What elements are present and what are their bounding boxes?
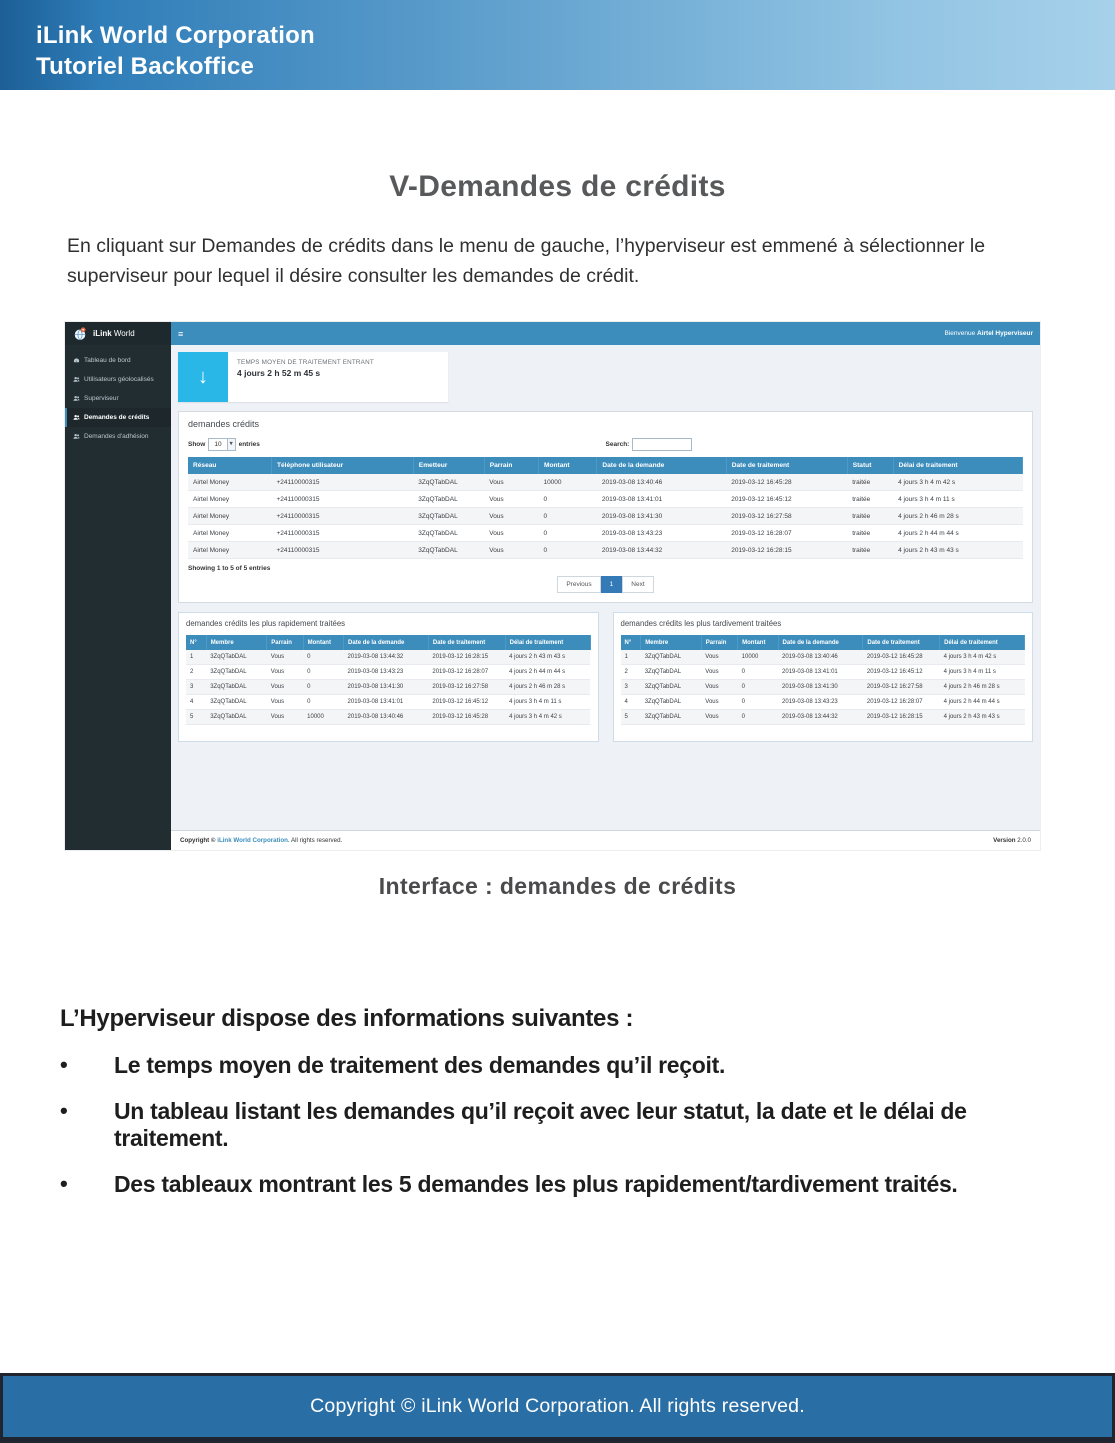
table-cell: 0 [738,695,778,710]
stat-box-temps-moyen [178,352,448,402]
table-cell: traitée [847,474,893,491]
table-cell: 1 [186,650,206,665]
table-cell: 3ZqQTabDAL [641,710,702,725]
table-header-row [186,635,590,650]
table-cell: traitée [847,508,893,525]
users-icon [73,414,80,421]
dashboard-icon [73,357,80,364]
banner-line2: Tutoriel Backoffice [36,53,255,80]
table-cell: 0 [303,680,343,695]
table-cell: 3ZqQTabDAL [641,650,702,665]
table-cell: 2019-03-12 16:28:07 [863,695,940,710]
sidebar-item-label: Utilisateurs géolocalisés [84,376,154,383]
table-cell: 2019-03-12 16:27:58 [726,508,847,525]
table-cell: 0 [303,695,343,710]
users-icon [73,433,80,440]
bullet-icon: • [60,1171,68,1196]
app-sidebar [65,345,171,850]
table-cell: Vous [701,650,737,665]
table-cell: Vous [267,665,303,680]
table-cell: 0 [303,665,343,680]
table-cell: Vous [267,650,303,665]
table-cell: 4 jours 3 h 4 m 11 s [505,695,590,710]
table-row [188,525,1023,542]
table-cell: 3 [621,680,641,695]
sidebar-item-label: Superviseur [84,395,119,402]
users-icon [73,395,80,402]
panel-demandes-credits [178,411,1033,603]
document-banner [0,0,1115,90]
app-copyright: Copyright © iLink World Corporation. All rights reserved. [180,837,343,844]
table-cell: Vous [484,474,538,491]
table-cell: +24110000315 [271,542,413,559]
panel-title: demandes crédits [188,419,260,429]
screenshot-caption: Interface : demandes de crédits [378,873,737,899]
table-cell: 4 jours 2 h 44 m 44 s [893,525,1022,542]
table-cell: 3ZqQTabDAL [413,508,484,525]
table-row [621,695,1025,710]
table-cell: Vous [267,680,303,695]
column-header[interactable]: Montant [538,457,596,474]
column-header[interactable]: Parrain [484,457,538,474]
column-header[interactable]: Montant [303,635,343,650]
table-cell: 2019-03-12 16:45:28 [428,710,505,725]
table-cell: 2019-03-12 16:28:07 [428,665,505,680]
show-entries-control: Show 10 ▾ entries [188,438,260,451]
table-cell: 1 [621,650,641,665]
search-input[interactable] [632,438,692,451]
column-header[interactable]: N° [621,635,641,650]
table-header-row [188,457,1023,474]
welcome-text: Bienvenue Airtel Hyperviseur [944,330,1033,337]
table-cell: 3ZqQTabDAL [206,710,267,725]
table-cell: 2019-03-08 13:41:01 [597,491,726,508]
list-item: • Un tableau listant les demandes qu’il reçoit avec leur statut, la date et le délai de traitement. [60,1098,967,1151]
table-cell: Airtel Money [188,491,271,508]
table-cell: Airtel Money [188,474,271,491]
table-cell: 4 jours 2 h 46 m 28 s [893,508,1022,525]
app-navbar [171,322,1040,345]
globe-pin-icon [73,327,87,341]
column-header[interactable]: Date de traitement [428,635,505,650]
table-cell: 5 [186,710,206,725]
column-header[interactable]: Date de traitement [863,635,940,650]
sidebar-item-utilisateurs-geolocalises[interactable] [65,370,171,389]
table-cell: Vous [267,695,303,710]
table-row [186,650,590,665]
down-arrow-icon: ↓ [178,352,228,402]
table-cell: Airtel Money [188,508,271,525]
table-row [186,680,590,695]
table-cell: 3ZqQTabDAL [206,665,267,680]
table-cell: 0 [738,665,778,680]
table-cell: +24110000315 [271,474,413,491]
column-header[interactable]: Délai de traitement [940,635,1025,650]
table-cell: 4 jours 3 h 4 m 42 s [893,474,1022,491]
table-cell: 2019-03-08 13:41:01 [778,665,863,680]
panel-rapidement-traitees [178,612,599,742]
table-cell: 10000 [303,710,343,725]
table-cell: 10000 [738,650,778,665]
column-header[interactable]: Délai de traitement [505,635,590,650]
table-row [621,665,1025,680]
table-cell: 4 jours 2 h 46 m 28 s [505,680,590,695]
panel-tardivement-traitees [613,612,1034,742]
table-cell: 3ZqQTabDAL [413,525,484,542]
tardivement-traitees-table [621,635,1026,725]
table-cell: 5 [621,710,641,725]
table-row [188,474,1023,491]
column-header[interactable]: Statut [847,457,893,474]
table-cell: 4 jours 2 h 44 m 44 s [505,665,590,680]
table-row [621,680,1025,695]
table-cell: Vous [484,508,538,525]
table-cell: 2019-03-08 13:44:32 [597,542,726,559]
panel-title: demandes crédits les plus tardivement traitées [620,619,782,628]
brand-link[interactable]: iLink World Corporation. [217,837,290,844]
page-1-button[interactable]: 1 [601,576,623,593]
table-cell: Vous [267,710,303,725]
app-brand: iLink World [93,329,135,338]
table-cell: 2019-03-12 16:27:58 [428,680,505,695]
table-cell: 3 [186,680,206,695]
chevron-down-icon: ▾ [227,439,235,450]
column-header[interactable]: Date de la demande [597,457,726,474]
bullet-icon: • [60,1052,68,1077]
table-row [186,695,590,710]
document-footer [0,1373,1115,1443]
table-cell: 2019-03-12 16:45:12 [863,665,940,680]
table-cell: 2019-03-08 13:41:30 [597,508,726,525]
table-cell: 0 [738,710,778,725]
banner-line1: iLink World Corporation [36,22,315,49]
table-cell: 2 [186,665,206,680]
rapidement-traitees-table [186,635,591,725]
table-cell: 2019-03-08 13:41:01 [344,695,429,710]
table-row [186,665,590,680]
table-cell: 2019-03-08 13:43:23 [597,525,726,542]
table-cell: 3ZqQTabDAL [641,680,702,695]
table-cell: 2019-03-08 13:40:46 [778,650,863,665]
table-cell: 4 jours 3 h 4 m 42 s [940,650,1025,665]
app-topbar [65,322,1040,345]
column-header[interactable]: Parrain [701,635,737,650]
table-cell: 2019-03-12 16:28:15 [726,542,847,559]
stat-label: TEMPS MOYEN DE TRAITEMENT ENTRANT [237,359,374,366]
table-cell: traitée [847,542,893,559]
table-row [621,650,1025,665]
intro-paragraph: En cliquant sur Demandes de crédits dans le menu de gauche, l’hyperviseur est emmené à sélectionner le superviseur pour lequel il désire consulter les demandes de crédit. [67,235,986,288]
info-heading: L’Hyperviseur dispose des informations suivantes : [60,1005,634,1032]
table-cell: Vous [701,695,737,710]
app-logo[interactable] [65,322,171,345]
table-cell: 4 jours 2 h 46 m 28 s [940,680,1025,695]
column-header[interactable]: Emetteur [413,457,484,474]
table-cell: 4 jours 2 h 43 m 43 s [940,710,1025,725]
table-cell: +24110000315 [271,491,413,508]
table-cell: 2019-03-12 16:28:15 [428,650,505,665]
table-cell: 2019-03-08 13:40:46 [344,710,429,725]
table-row [188,542,1023,559]
next-page-button[interactable]: Next [622,576,653,593]
table-row [186,710,590,725]
backoffice-screenshot [65,322,1040,850]
sidebar-item-label: Demandes d'adhésion [84,433,149,440]
users-icon [73,376,80,383]
table-cell: 2019-03-08 13:43:23 [344,665,429,680]
hamburger-menu-icon[interactable]: ≡ [178,328,184,339]
table-cell: 4 jours 2 h 43 m 43 s [505,650,590,665]
column-header[interactable]: Réseau [188,457,271,474]
table-cell: 4 jours 3 h 4 m 11 s [893,491,1022,508]
app-content [171,345,1040,850]
table-cell: Airtel Money [188,542,271,559]
table-cell: 4 jours 3 h 4 m 11 s [940,665,1025,680]
sidebar-item-superviseur[interactable] [65,389,171,408]
table-cell: 0 [303,650,343,665]
table-cell: 4 jours 2 h 43 m 43 s [893,542,1022,559]
sidebar-item-demandes-de-credits[interactable] [65,408,171,427]
app-footer [171,830,1040,850]
table-cell: 0 [538,542,596,559]
table-cell: 0 [538,525,596,542]
table-cell: 10000 [538,474,596,491]
table-cell: Vous [484,491,538,508]
table-cell: 2019-03-12 16:28:15 [863,710,940,725]
table-cell: 3ZqQTabDAL [413,474,484,491]
table-cell: 2019-03-12 16:27:58 [863,680,940,695]
page-title: V-Demandes de crédits [389,170,726,203]
table-cell: 2019-03-08 13:41:30 [344,680,429,695]
table-cell: 3ZqQTabDAL [413,542,484,559]
column-header[interactable]: Date de la demande [778,635,863,650]
table-cell: +24110000315 [271,508,413,525]
table-cell: 2 [621,665,641,680]
table-cell: 4 jours 2 h 44 m 44 s [940,695,1025,710]
table-cell: 2019-03-12 16:45:28 [863,650,940,665]
table-cell: 2019-03-08 13:41:30 [778,680,863,695]
pagination [188,576,1023,593]
table-cell: 2019-03-08 13:44:32 [778,710,863,725]
table-cell: 3ZqQTabDAL [641,665,702,680]
table-cell: 2019-03-12 16:28:07 [726,525,847,542]
table-cell: Vous [701,680,737,695]
table-cell: 3ZqQTabDAL [206,650,267,665]
table-row [621,710,1025,725]
table-cell: 3ZqQTabDAL [206,680,267,695]
table-row [188,491,1023,508]
table-cell: 3ZqQTabDAL [641,695,702,710]
sidebar-item-label: Tableau de bord [84,357,131,364]
table-cell: 2019-03-12 16:45:28 [726,474,847,491]
demandes-credits-table [188,457,1023,559]
footer-copyright: Copyright © iLink World Corporation. All rights reserved. [310,1395,805,1417]
table-cell: Vous [484,542,538,559]
table-cell: Vous [484,525,538,542]
bullet-icon: • [60,1098,68,1123]
table-cell: 4 [621,695,641,710]
sidebar-item-label: Demandes de crédits [84,414,150,421]
table-summary: Showing 1 to 5 of 5 entries [188,565,271,572]
column-header[interactable]: N° [186,635,206,650]
column-header[interactable]: Montant [738,635,778,650]
search-control: Search: [606,438,693,451]
column-header[interactable]: Délai de traitement [893,457,1022,474]
table-cell: Vous [701,710,737,725]
table-cell: 2019-03-12 16:45:12 [726,491,847,508]
column-header[interactable]: Membre [206,635,267,650]
table-cell: 0 [538,491,596,508]
table-cell: 0 [738,680,778,695]
column-header[interactable]: Membre [641,635,702,650]
table-cell: Vous [701,665,737,680]
table-cell: 3ZqQTabDAL [206,695,267,710]
table-cell: 2019-03-08 13:44:32 [344,650,429,665]
previous-page-button[interactable]: Previous [557,576,600,593]
info-block [60,1005,1065,1198]
table-header-row [621,635,1025,650]
panel-title: demandes crédits les plus rapidement traitées [186,619,346,628]
table-cell: 2019-03-08 13:43:23 [778,695,863,710]
table-cell: +24110000315 [271,525,413,542]
table-row [188,508,1023,525]
table-cell: 2019-03-12 16:45:12 [428,695,505,710]
table-cell: 4 [186,695,206,710]
table-cell: 0 [538,508,596,525]
list-item: • Des tableaux montrant les 5 demandes les plus rapidement/tardivement traités. [60,1171,958,1197]
table-cell: traitée [847,525,893,542]
table-cell: Airtel Money [188,525,271,542]
table-cell: traitée [847,491,893,508]
table-cell: 2019-03-08 13:40:46 [597,474,726,491]
column-header[interactable]: Date de traitement [726,457,847,474]
sidebar-item-demandes-adhesion[interactable] [65,427,171,446]
sidebar-item-tableau-de-bord[interactable] [65,351,171,370]
entries-select[interactable]: 10 ▾ [208,438,235,451]
app-version: Version 2.0.0 [993,837,1031,844]
column-header[interactable]: Parrain [267,635,303,650]
column-header[interactable]: Téléphone utilisateur [271,457,413,474]
column-header[interactable]: Date de la demande [344,635,429,650]
stat-value: 4 jours 2 h 52 m 45 s [237,368,321,378]
table-cell: 3ZqQTabDAL [413,491,484,508]
list-item: • Le temps moyen de traitement des demandes qu’il reçoit. [60,1052,726,1078]
table-cell: 4 jours 3 h 4 m 42 s [505,710,590,725]
